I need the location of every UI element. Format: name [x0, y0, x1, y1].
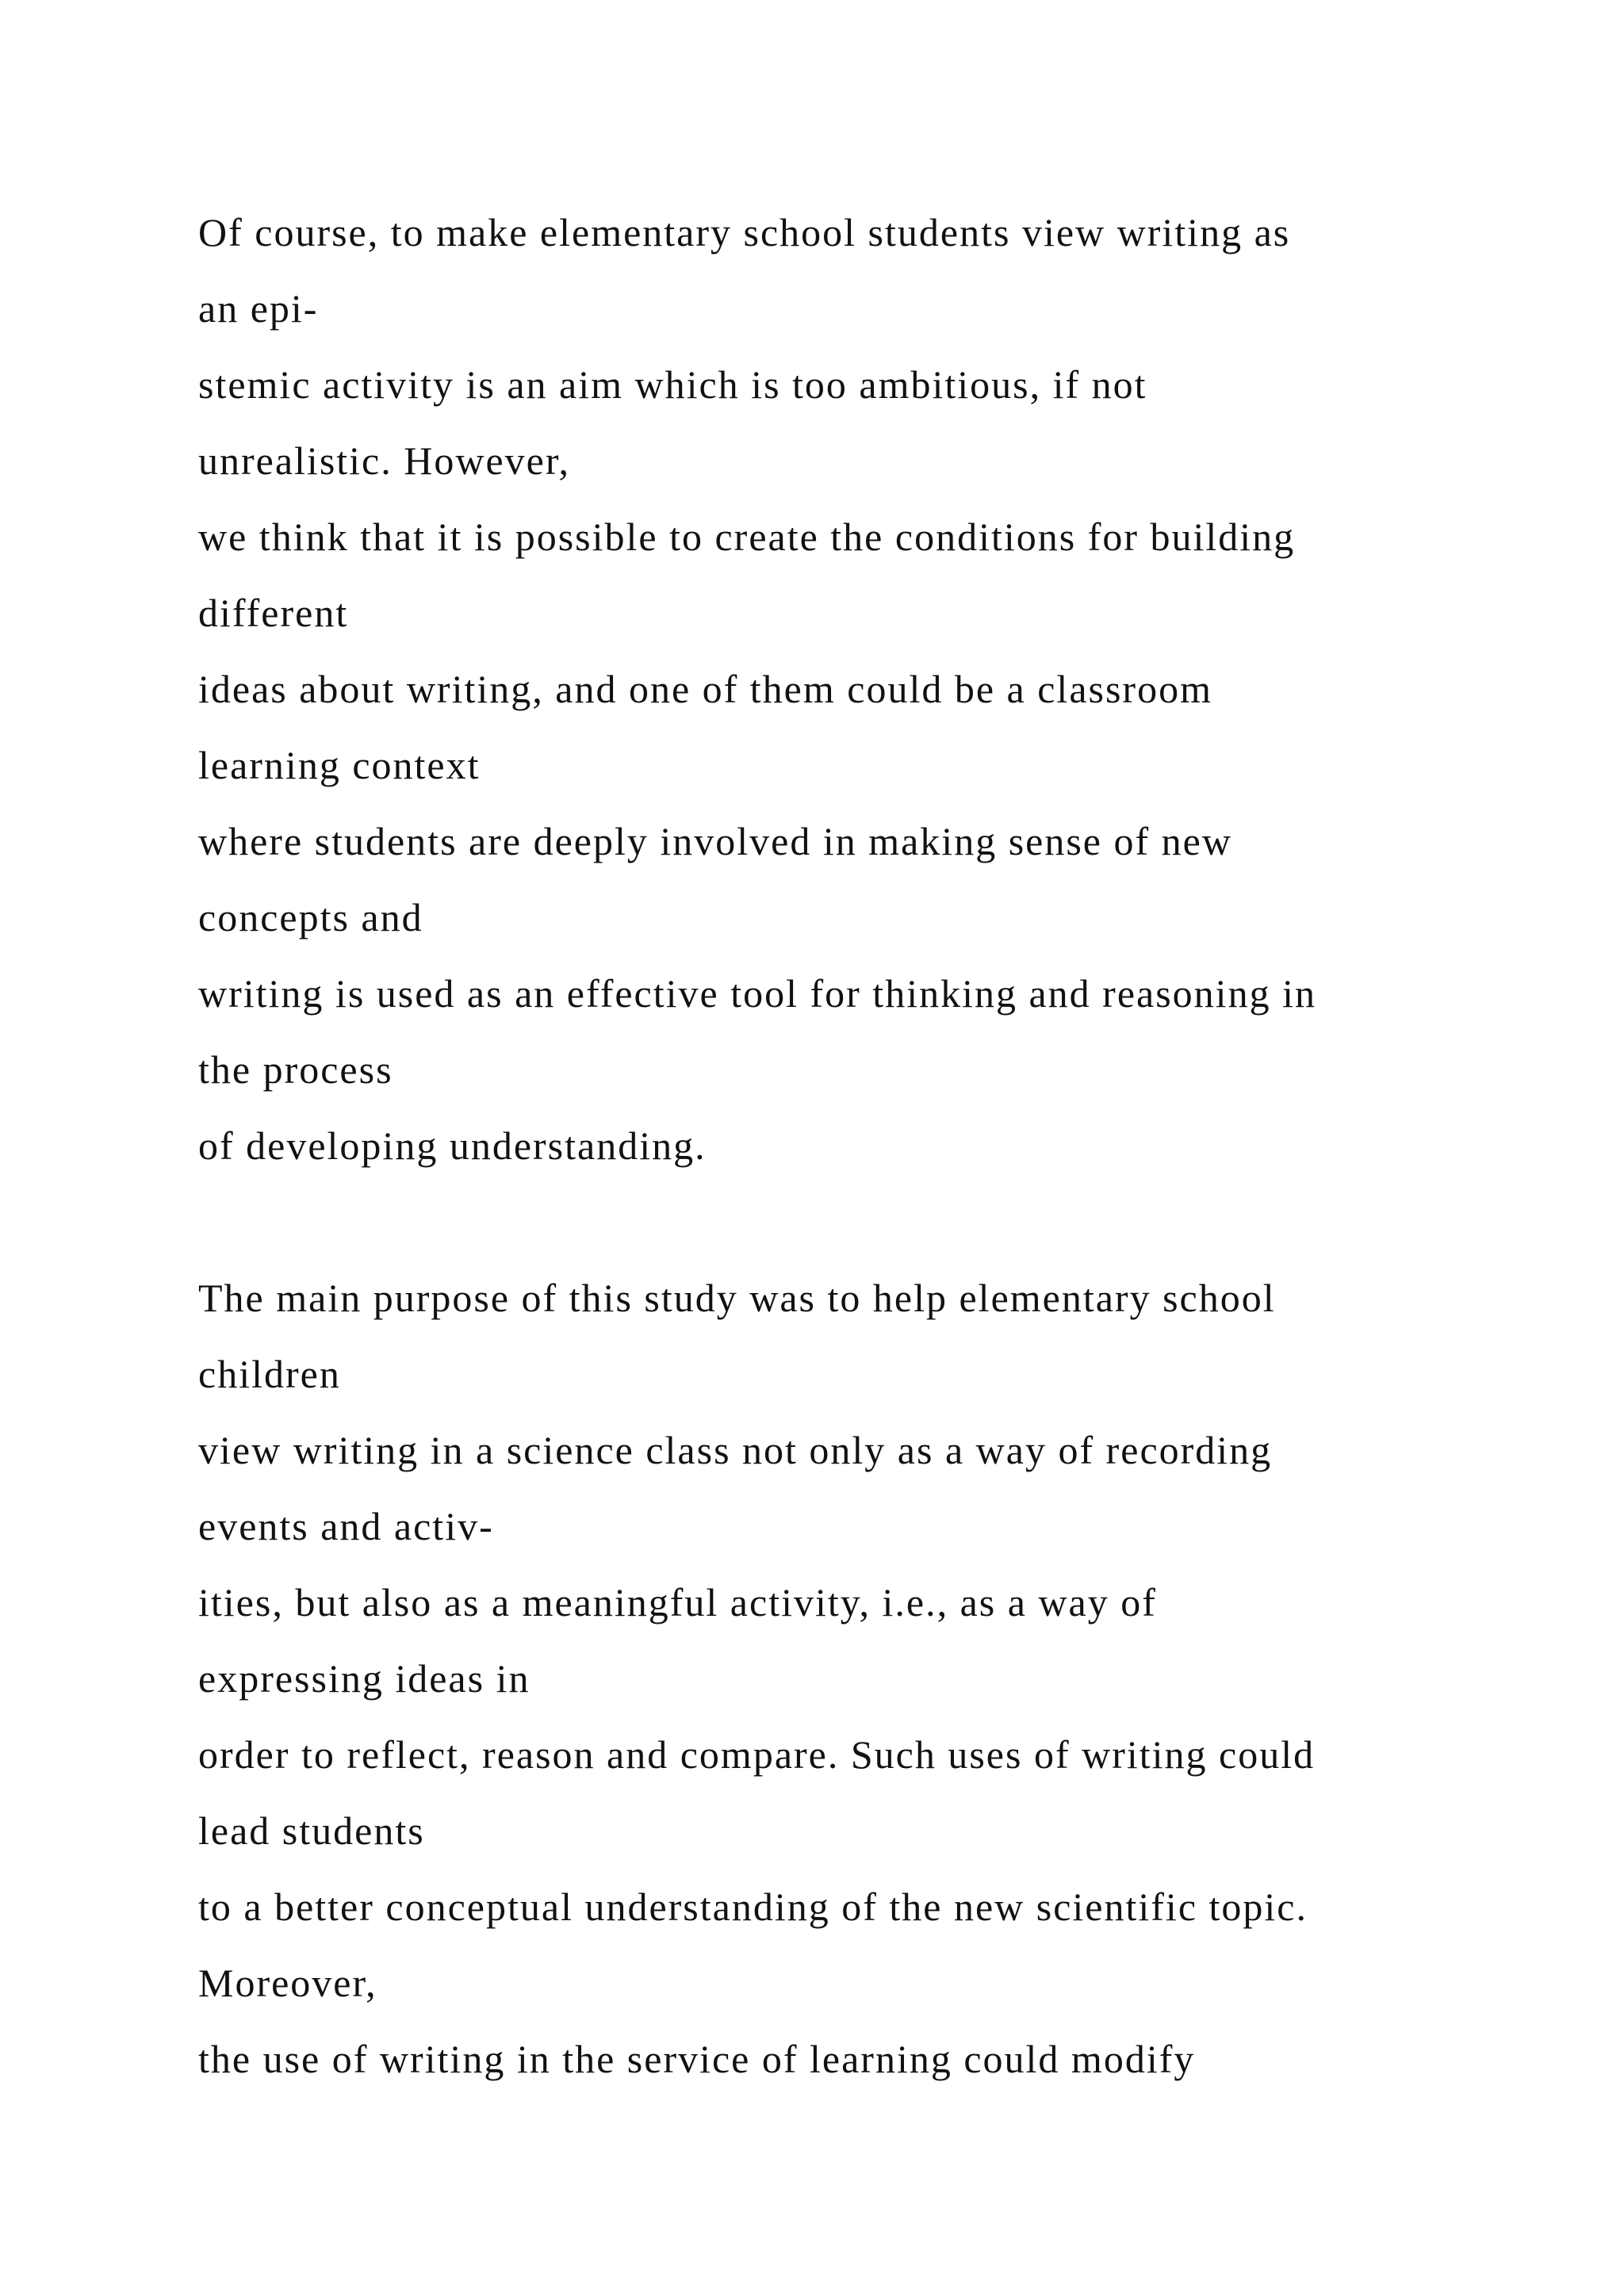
paragraph-1 — [198, 194, 1507, 1184]
text-line: Moreover, — [198, 1961, 377, 2005]
text-line: different — [198, 591, 349, 635]
text-line: learning context — [198, 743, 481, 787]
text-line: to a better conceptual understanding of the new scientific topic. — [198, 1885, 1308, 1929]
text-line: concepts and — [198, 895, 423, 939]
paragraph-2 — [198, 1260, 1507, 2097]
document-body — [198, 194, 1507, 2097]
paragraph-spacer — [198, 1184, 1507, 1260]
text-line: we think that it is possible to create the conditions for building — [198, 515, 1296, 559]
text-line: The main purpose of this study was to help elementary school — [198, 1276, 1276, 1320]
text-line: writing is used as an effective tool for thinking and reasoning in — [198, 971, 1316, 1016]
text-line: ities, but also as a meaningful activity, i.e., as a way of — [198, 1580, 1157, 1624]
text-line: Of course, to make elementary school students view writing as — [198, 210, 1291, 254]
text-line: view writing in a science class not only as a way of recording — [198, 1428, 1273, 1472]
text-line: expressing ideas in — [198, 1656, 530, 1701]
text-line: unrealistic. However, — [198, 438, 571, 483]
text-line: an epi- — [198, 286, 319, 331]
text-line: the process — [198, 1047, 393, 1092]
text-line: where students are deeply involved in making sense of new — [198, 819, 1232, 863]
text-line: events and activ- — [198, 1504, 494, 1548]
text-line: of developing understanding. — [198, 1123, 707, 1168]
text-line: ideas about writing, and one of them could be a classroom — [198, 667, 1212, 711]
text-line: lead students — [198, 1808, 425, 1853]
text-line: order to reflect, reason and compare. Such uses of writing could — [198, 1732, 1316, 1777]
text-line: children — [198, 1352, 341, 1396]
text-line: stemic activity is an aim which is too ambitious, if not — [198, 362, 1147, 407]
text-line: the use of writing in the service of learning could modify — [198, 2037, 1196, 2081]
